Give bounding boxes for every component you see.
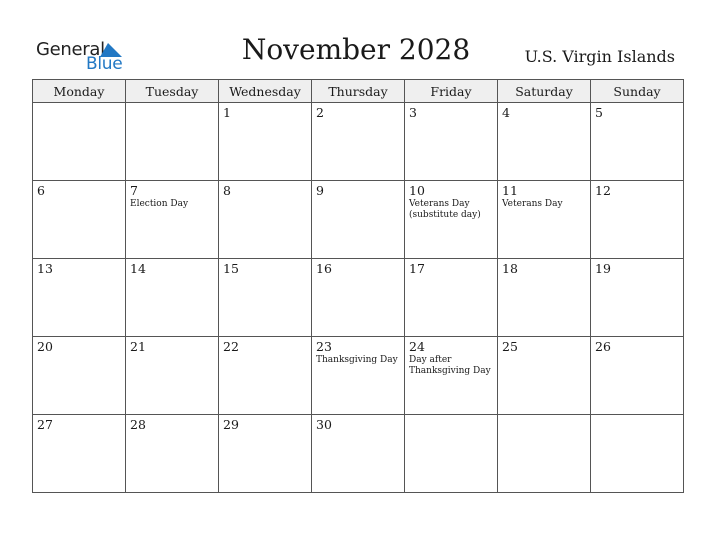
day-number xyxy=(591,415,683,418)
day-number: 7 xyxy=(130,183,138,198)
day-number: 3 xyxy=(409,105,417,120)
day-cell xyxy=(591,415,684,493)
day-cell xyxy=(126,337,219,415)
day-number: 5 xyxy=(595,105,603,120)
day-cell xyxy=(219,181,312,259)
day-number: 24 xyxy=(409,339,425,354)
day-number: 30 xyxy=(316,417,332,432)
day-number: 8 xyxy=(223,183,231,198)
day-number: 27 xyxy=(37,417,53,432)
day-cell xyxy=(219,259,312,337)
day-cell xyxy=(498,415,591,493)
day-cell xyxy=(33,181,126,259)
day-number xyxy=(126,103,218,106)
day-cell xyxy=(591,337,684,415)
day-number: 6 xyxy=(37,183,45,198)
logo-text-general: General xyxy=(36,39,105,60)
holiday-label: Veterans Day xyxy=(502,199,563,209)
week-row xyxy=(33,181,684,259)
weekday-header: Wednesday xyxy=(219,80,312,103)
week-row xyxy=(33,415,684,493)
day-cell xyxy=(591,181,684,259)
day-cell xyxy=(405,181,498,259)
day-number: 10 xyxy=(409,183,425,198)
day-number: 12 xyxy=(595,183,611,198)
day-number: 22 xyxy=(223,339,239,354)
day-number: 9 xyxy=(316,183,324,198)
day-number: 25 xyxy=(502,339,518,354)
day-cell xyxy=(33,259,126,337)
weekday-header: Friday xyxy=(405,80,498,103)
weekday-header: Monday xyxy=(33,80,126,103)
day-number: 29 xyxy=(223,417,239,432)
day-cell xyxy=(405,259,498,337)
day-number: 20 xyxy=(37,339,53,354)
day-cell xyxy=(126,103,219,181)
day-cell xyxy=(312,259,405,337)
day-number: 19 xyxy=(595,261,611,276)
day-cell xyxy=(219,415,312,493)
week-row xyxy=(33,337,684,415)
week-row xyxy=(33,259,684,337)
day-cell xyxy=(312,337,405,415)
day-cell xyxy=(498,337,591,415)
day-number: 23 xyxy=(316,339,332,354)
day-number xyxy=(33,103,125,106)
day-cell xyxy=(405,337,498,415)
calendar-grid xyxy=(32,79,684,493)
region-label: U.S. Virgin Islands xyxy=(524,47,675,66)
day-cell xyxy=(312,181,405,259)
day-cell xyxy=(591,259,684,337)
day-cell xyxy=(498,259,591,337)
weekday-header: Saturday xyxy=(498,80,591,103)
day-cell xyxy=(33,415,126,493)
day-number: 13 xyxy=(37,261,53,276)
holiday-label: Election Day xyxy=(130,199,189,209)
holiday-label: Day after Thanksgiving Day xyxy=(409,355,491,376)
day-number: 18 xyxy=(502,261,518,276)
day-cell xyxy=(498,103,591,181)
day-cell xyxy=(405,415,498,493)
day-number: 15 xyxy=(223,261,239,276)
day-cell xyxy=(126,415,219,493)
day-number: 1 xyxy=(223,105,231,120)
calendar-title: November 2028 xyxy=(241,33,471,66)
day-cell xyxy=(126,259,219,337)
day-number: 14 xyxy=(130,261,146,276)
day-number: 17 xyxy=(409,261,425,276)
day-cell xyxy=(405,103,498,181)
weekday-header: Sunday xyxy=(591,80,684,103)
day-cell xyxy=(219,337,312,415)
day-number: 4 xyxy=(502,105,510,120)
holiday-label: Veterans Day (substitute day) xyxy=(409,199,481,220)
day-number: 2 xyxy=(316,105,324,120)
day-cell xyxy=(219,103,312,181)
day-number: 11 xyxy=(502,183,518,198)
day-cell xyxy=(591,103,684,181)
day-cell xyxy=(33,337,126,415)
day-cell xyxy=(312,103,405,181)
day-number xyxy=(405,415,497,418)
day-number xyxy=(498,415,590,418)
day-cell xyxy=(498,181,591,259)
weekday-header: Tuesday xyxy=(126,80,219,103)
week-row xyxy=(33,103,684,181)
day-number: 26 xyxy=(595,339,611,354)
day-number: 16 xyxy=(316,261,332,276)
weekday-header: Thursday xyxy=(312,80,405,103)
day-cell xyxy=(33,103,126,181)
day-number: 28 xyxy=(130,417,146,432)
day-number: 21 xyxy=(130,339,146,354)
weekday-header-row xyxy=(33,80,684,103)
holiday-label: Thanksgiving Day xyxy=(316,355,398,365)
logo-text-blue: Blue xyxy=(86,54,123,74)
day-cell xyxy=(312,415,405,493)
day-cell xyxy=(126,181,219,259)
